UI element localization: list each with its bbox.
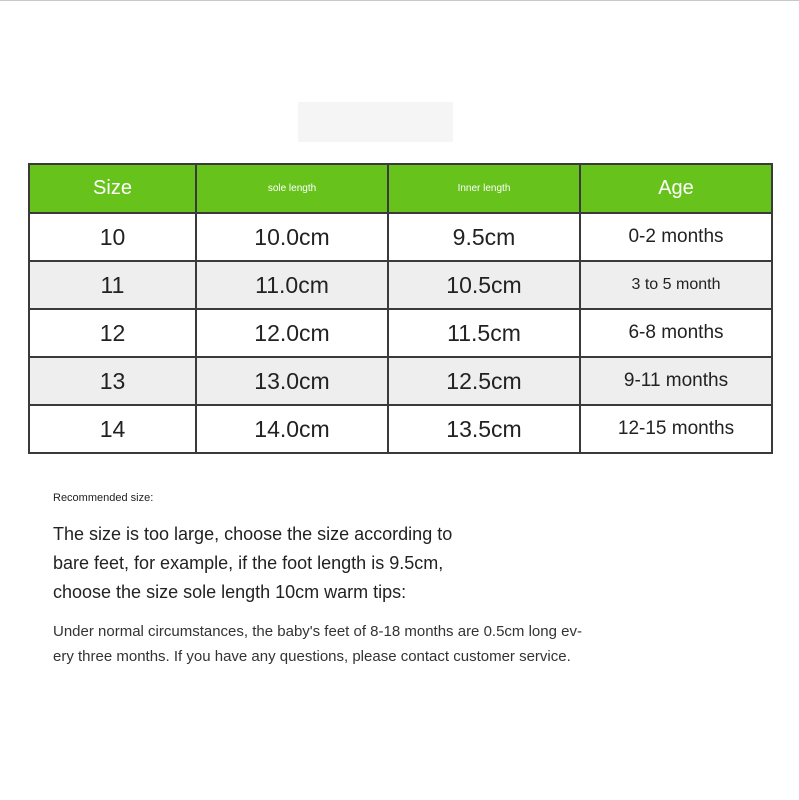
tips-line: choose the size sole length 10cm warm tips: [53, 582, 407, 602]
cell-sole-length: 13.0cm [196, 357, 388, 405]
header-sole-length: sole length [196, 164, 388, 213]
table-row [29, 261, 772, 309]
cell-size: 13 [29, 357, 196, 405]
cell-inner-length: 11.5cm [388, 309, 580, 357]
cell-sole-length: 12.0cm [196, 309, 388, 357]
tips-line: bare feet, for example, if the foot length is 9.5cm, [53, 553, 444, 573]
note-line: ery three months. If you have any questions, please contact customer service. [53, 648, 571, 665]
cell-inner-length: 12.5cm [388, 357, 580, 405]
top-divider [0, 0, 799, 1]
tips-line: The size is too large, choose the size according to [53, 524, 453, 544]
cell-inner-length: 13.5cm [388, 405, 580, 453]
cell-sole-length: 14.0cm [196, 405, 388, 453]
table-header-row [29, 164, 772, 213]
table-row [29, 213, 772, 261]
title-placeholder [298, 102, 453, 142]
size-chart-table [28, 163, 773, 454]
cell-sole-length: 11.0cm [196, 261, 388, 309]
cell-sole-length: 10.0cm [196, 213, 388, 261]
table-row [29, 357, 772, 405]
header-age: Age [580, 164, 772, 213]
cell-inner-length: 10.5cm [388, 261, 580, 309]
header-inner-length: Inner length [388, 164, 580, 213]
header-size: Size [29, 164, 196, 213]
cell-age: 9-11 months [580, 357, 772, 405]
cell-age: 6-8 months [580, 309, 772, 357]
cell-size: 14 [29, 405, 196, 453]
cell-age: 0-2 months [580, 213, 772, 261]
cell-size: 11 [29, 261, 196, 309]
growth-note [53, 619, 613, 669]
cell-inner-length: 9.5cm [388, 213, 580, 261]
size-tips [53, 520, 483, 607]
table-row [29, 309, 772, 357]
cell-size: 12 [29, 309, 196, 357]
cell-age: 12-15 months [580, 405, 772, 453]
recommended-size-label: Recommended size: [53, 492, 154, 504]
note-line: Under normal circumstances, the baby's feet of 8-18 months are 0.5cm long ev- [53, 623, 582, 640]
table-row [29, 405, 772, 453]
cell-size: 10 [29, 213, 196, 261]
cell-age: 3 to 5 month [580, 261, 772, 309]
